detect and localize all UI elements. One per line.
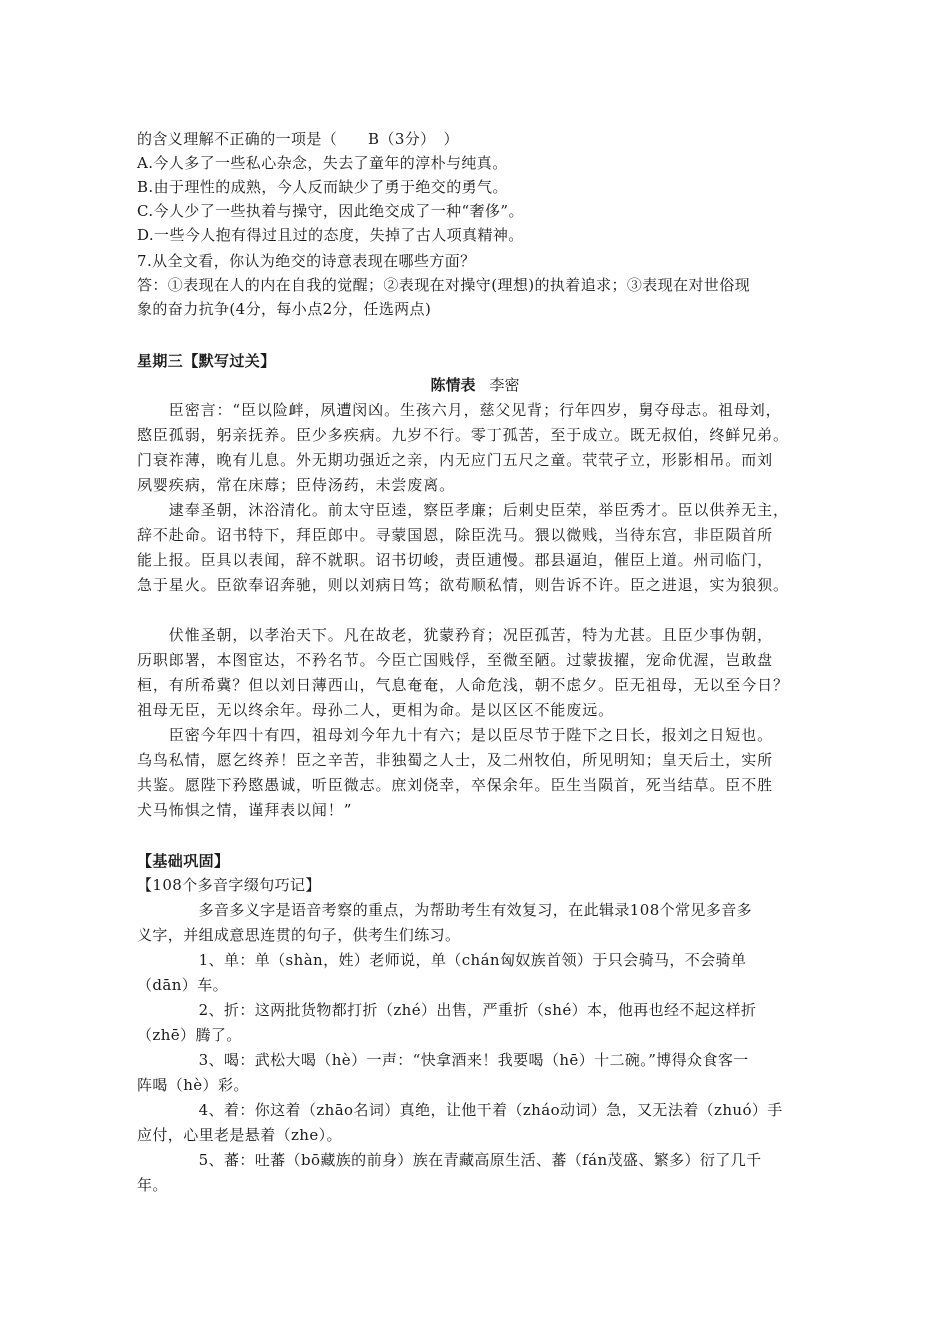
- option-d: D.一些今人抱有得过且过的态度，失掉了古人项真精神。: [137, 226, 524, 244]
- intro-line: 多音多义字是语音考察的重点，为帮助考生有效复习，在此辑录108个常见多音多: [137, 901, 753, 919]
- essay-line: 历职郎署，本图宦达，不矜名节。今臣亡国贱俘，至微至陋。过蒙拔擢，宠命优渥，岂敢盘: [137, 651, 774, 669]
- essay-line: 急于星火。臣欲奉诏奔驰，则以刘病日笃；欲苟顺私情，则告诉不许。臣之进退，实为狼狈。: [137, 576, 789, 594]
- essay-title: 陈情表: [430, 376, 476, 394]
- essay-title-block: [0, 374, 950, 396]
- polyphone-item-line: 4、着：你这着（zhāo名词）真绝，让他干着（zháo动词）急，又无法着（zhuó）手: [137, 1101, 783, 1119]
- essay-line: 门衰祚薄，晚有儿息。外无期功强近之亲，内无应门五尺之童。茕茕孑立，形影相吊。而刘: [137, 451, 774, 469]
- polyphone-item-line: （zhē）腾了。: [137, 1026, 242, 1044]
- essay-line: 能上报。臣具以表闻，辞不就职。诏书切峻，责臣逋慢。郡县逼迫，催臣上道。州司临门，: [137, 551, 774, 569]
- polyphone-item-line: 5、蕃：吐蕃（bō藏族的前身）族在青藏高原生活、蕃（fán茂盛、繁多）衍了几千: [137, 1151, 762, 1169]
- essay-line: 臣密言：“臣以险衅，夙遭闵凶。生孩六月，慈父见背；行年四岁，舅夺母志。祖母刘，: [137, 401, 782, 419]
- essay-line: 愍臣孤弱，躬亲抚养。臣少多疾病。九岁不行。零丁孤苦，至于成立。既无叔伯，终鲜兄弟。: [137, 426, 789, 444]
- section-heading-polyphone: 【108个多音字缀句巧记】: [137, 876, 321, 894]
- polyphone-item-line: 2、折：这两批货物都打折（zhé）出售，严重折（shé）本，他再也经不起这样折: [137, 1001, 757, 1019]
- essay-line: 臣密今年四十有四，祖母刘今年九十有六；是以臣尽节于陛下之日长，报刘之日短也。: [137, 726, 774, 744]
- essay-line: 夙婴疾病，常在床蓐；臣侍汤药，未尝废离。: [137, 476, 456, 494]
- section-heading-basic: 【基础巩固】: [137, 852, 230, 870]
- question-6-stem: 的含义理解不正确的一项是（ B（3分） ）: [137, 130, 459, 148]
- essay-line: 桓，有所希冀？但以刘日薄西山，气息奄奄，人命危浅，朝不虑夕。臣无祖母，无以至今日？: [137, 676, 789, 694]
- question-7-answer-line: 象的奋力抗争(4分，每小点2分，任选两点): [137, 300, 432, 318]
- essay-line: 共鉴。愿陛下矜愍愚诚，听臣微志。庶刘侥幸，卒保余年。臣生当陨首，死当结草。臣不胜: [137, 776, 774, 794]
- essay-author: 李密: [489, 376, 520, 394]
- essay-line: 祖母无臣，无以终余年。母孙二人，更相为命。是以区区不能废远。: [137, 701, 615, 719]
- option-a: A.今人多了一些私心杂念，失去了童年的淳朴与纯真。: [137, 154, 508, 172]
- intro-line: 义字，并组成意思连贯的句子，供考生们练习。: [137, 926, 461, 944]
- essay-line: 辞不赴命。诏书特下，拜臣郎中。寻蒙国恩，除臣洗马。猥以微贱，当待东宫，非臣陨首所: [137, 526, 774, 544]
- section-heading-wednesday: 星期三【默写过关】: [137, 352, 276, 370]
- question-7-stem: 7.从全文看，你认为绝交的诗意表现在哪些方面？: [137, 252, 476, 270]
- essay-line: 伏惟圣朝，以孝治天下。凡在故老，犹蒙矜育；况臣孤苦，特为尤甚。且臣少事伪朝，: [137, 626, 774, 644]
- option-c: C.今人少了一些执着与操守，因此绝交成了一种“奢侈”。: [137, 202, 524, 220]
- polyphone-item-line: 年。: [137, 1176, 168, 1194]
- option-b: B.由于理性的成熟，今人反而缺少了勇于绝交的勇气。: [137, 178, 508, 196]
- polyphone-item-line: 3、喝：武松大喝（hè）一声：“快拿酒来！我要喝（hē）十二碗。”博得众食客一: [137, 1051, 749, 1069]
- polyphone-item-line: （dān）车。: [137, 976, 229, 994]
- question-7-answer-line: 答：①表现在人的内在自我的觉醒；②表现在对操守(理想)的执着追求；③表现在对世俗现: [137, 276, 751, 294]
- essay-line: 乌鸟私情，愿乞终养！臣之辛苦，非独蜀之人士，及二州牧伯，所见明知；皇天后土，实所: [137, 751, 774, 769]
- essay-line: 逮奉圣朝，沐浴清化。前太守臣逵，察臣孝廉；后刺史臣荣，举臣秀才。臣以供养无主，: [137, 501, 789, 519]
- polyphone-item-line: 应付，心里老是悬着（zhe）。: [137, 1126, 342, 1144]
- polyphone-item-line: 阵喝（hè）彩。: [137, 1076, 249, 1094]
- polyphone-item-line: 1、单：单（shàn，姓）老师说，单（chán匈奴族首领）于只会骑马，不会骑单: [137, 951, 747, 969]
- essay-line: 犬马怖惧之情，谨拜表以闻！”: [137, 801, 353, 819]
